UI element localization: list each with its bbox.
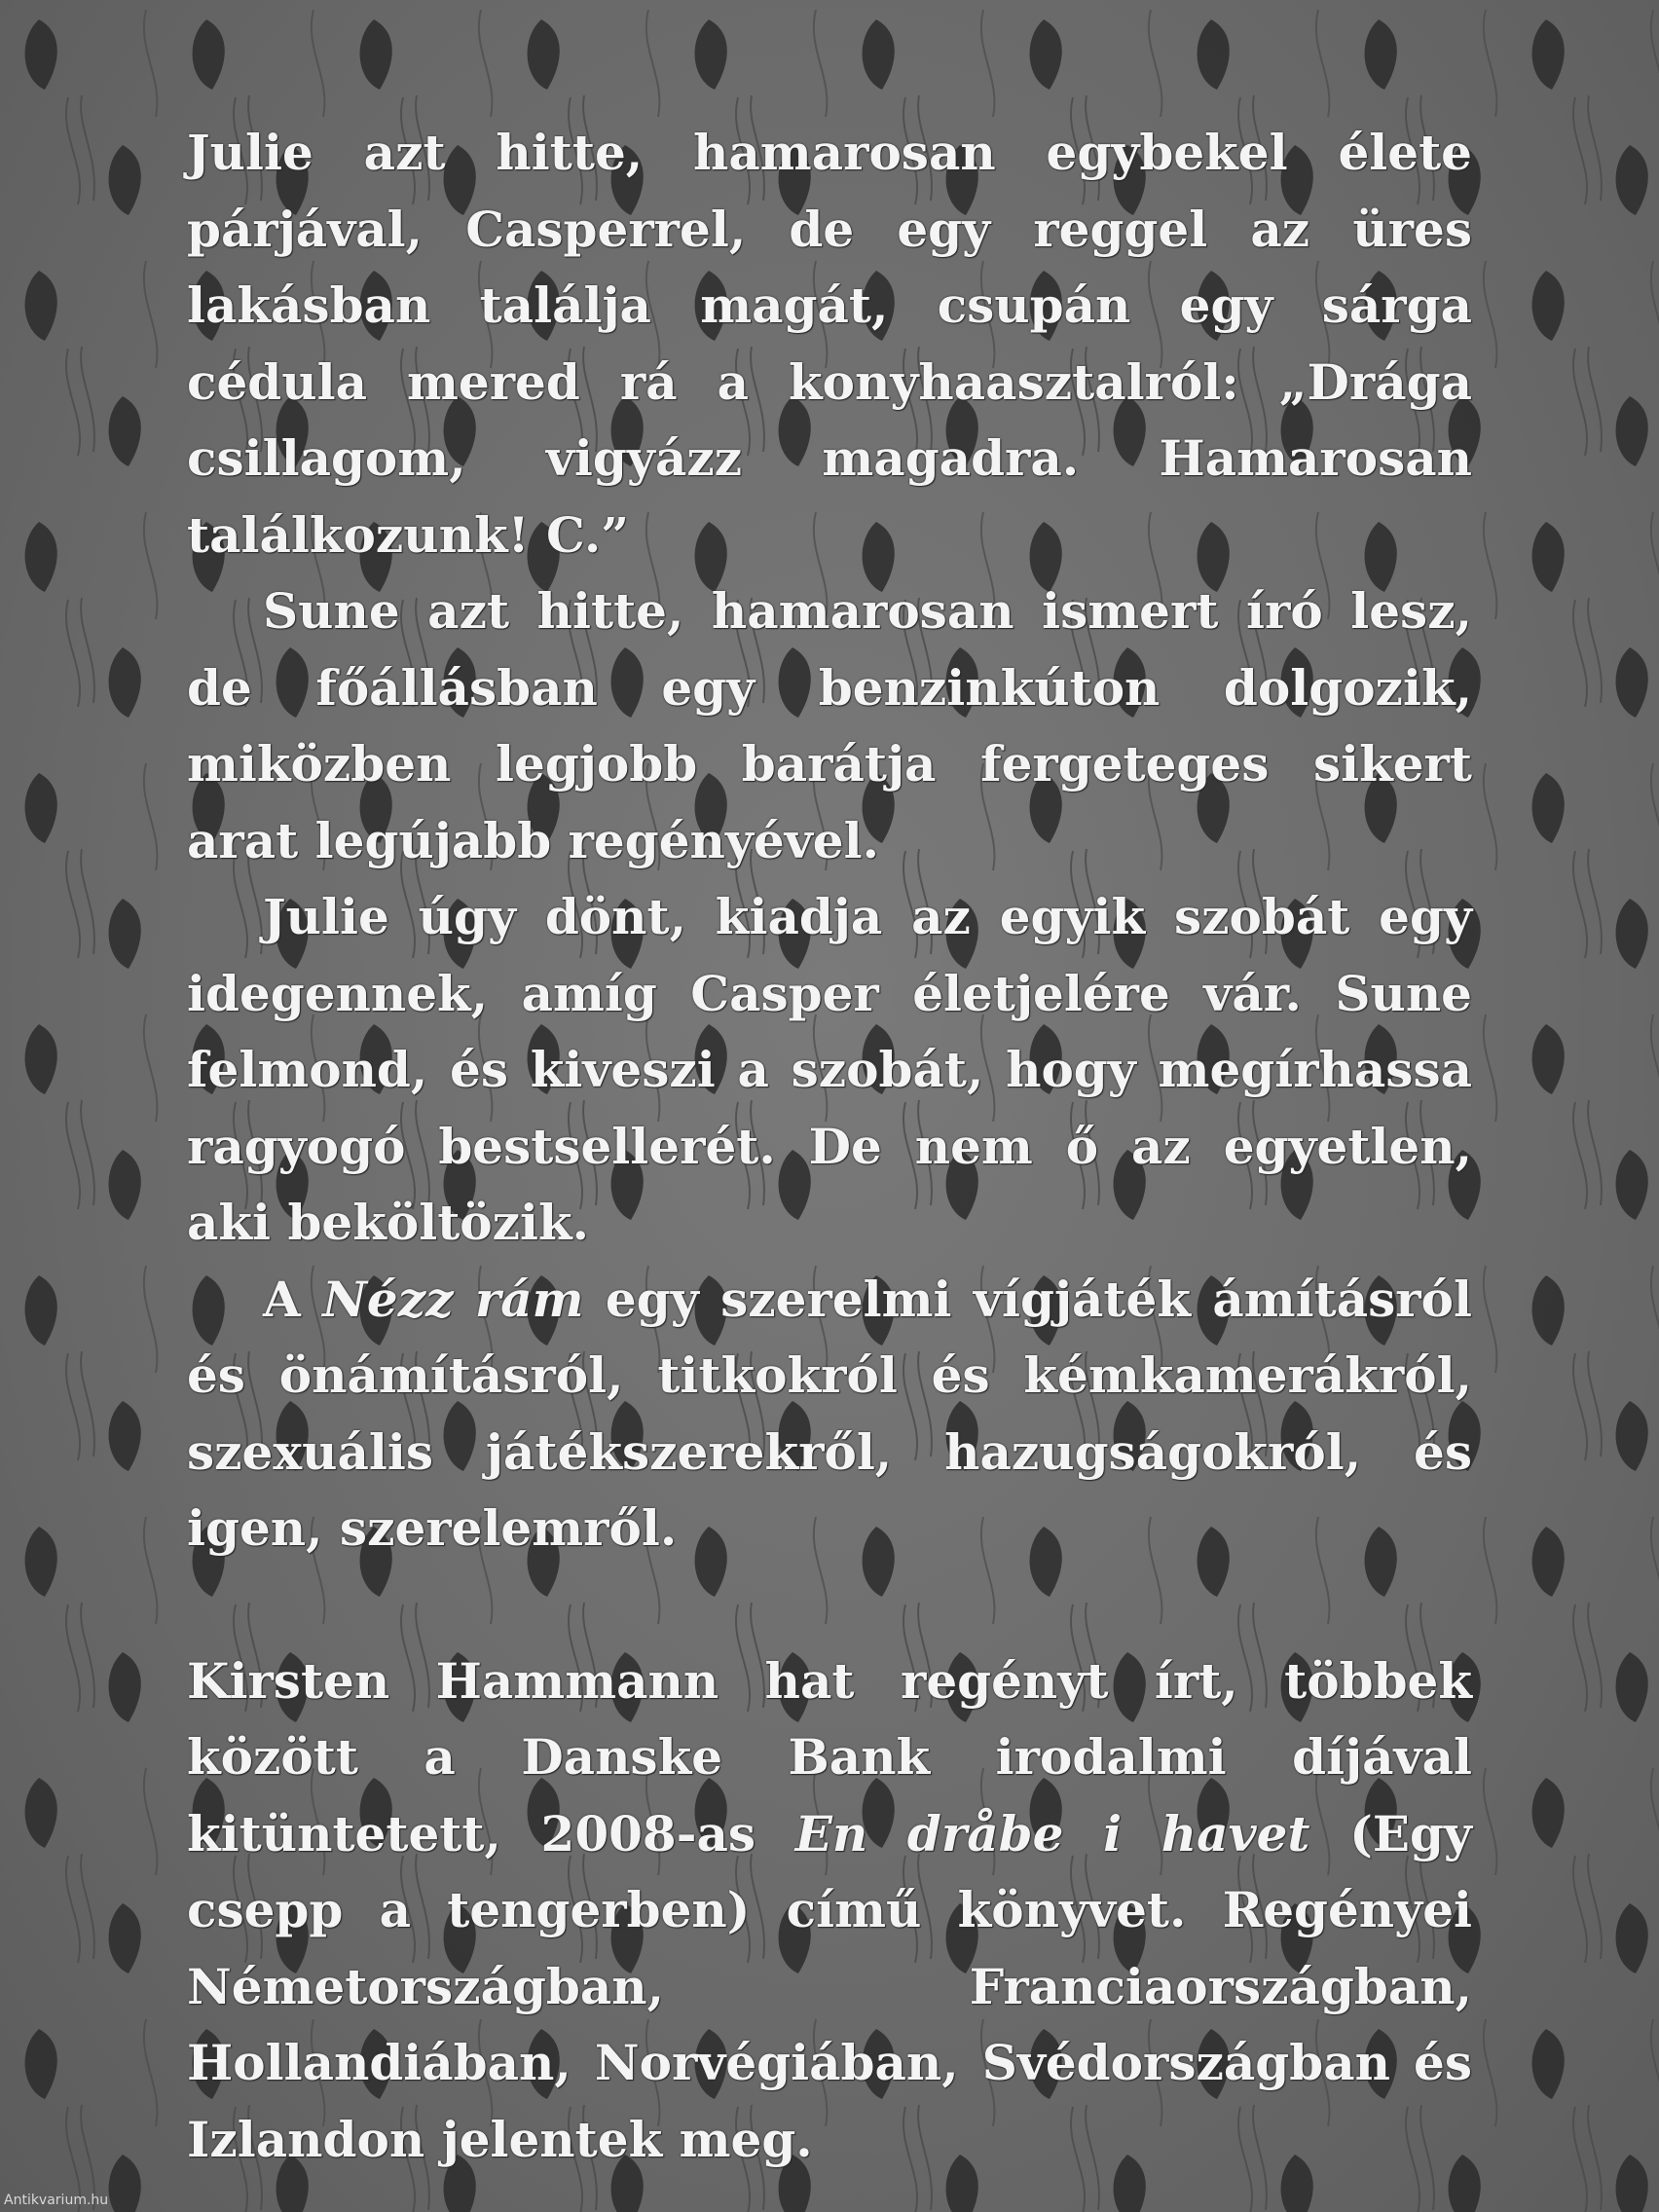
author-bio-part-2: (Egy csepp a tengerben) című könyvet. Regényei Németországban, Franciaországban, Hollandiában, Norvégiában, Svédországban és Izlandon jelentek meg. <box>187 1804 1472 2168</box>
blurb-paragraph-4 <box>187 1262 1472 1567</box>
blurb-p4-rest: egy szerelmi vígjáték ámításról és önámításról, titkokról és kémkamerákról, szexuális játékszerekről, hazugságokról, és igen, szerelemről. <box>187 1270 1472 1557</box>
book-title: Nézz rám <box>322 1270 584 1328</box>
original-book-title: En dråbe i havet <box>794 1804 1310 1862</box>
author-bio-part-1: Kirsten Hammann hat regényt írt, többek között a Danske Bank irodalmi díjával kitüntetett, 2008-as <box>187 1651 1472 1862</box>
blurb-paragraph-1: Julie azt hitte, hamarosan egybekel élete párjával, Casperrel, de egy reggel az üres lakásban találja magát, csupán egy sárga cédula mered rá a konyhaasztalról: „Drága csillagom, vigyázz magadra. Hamarosan találkozunk! C.” <box>187 124 1472 564</box>
watermark: Antikvarium.hu <box>4 2193 109 2208</box>
blurb-p4-prefix: A <box>263 1270 323 1328</box>
section-gap <box>187 1567 1472 1643</box>
back-cover-text <box>187 115 1472 2178</box>
blurb-paragraph-2: Sune azt hitte, hamarosan ismert író lesz, de főállásban egy benzinkúton dolgozik, miközben legjobb barátja fergeteges sikert arat legújabb regényével. <box>187 582 1472 869</box>
blurb-paragraph-3: Julie úgy dönt, kiadja az egyik szobát egy idegennek, amíg Casper életjelére vár. Sune felmond, és kiveszi a szobát, hogy megírhassa ragyogó bestsellerét. De nem ő az egyetlen, aki beköltözik. <box>187 888 1472 1251</box>
author-bio <box>187 1643 1472 2179</box>
